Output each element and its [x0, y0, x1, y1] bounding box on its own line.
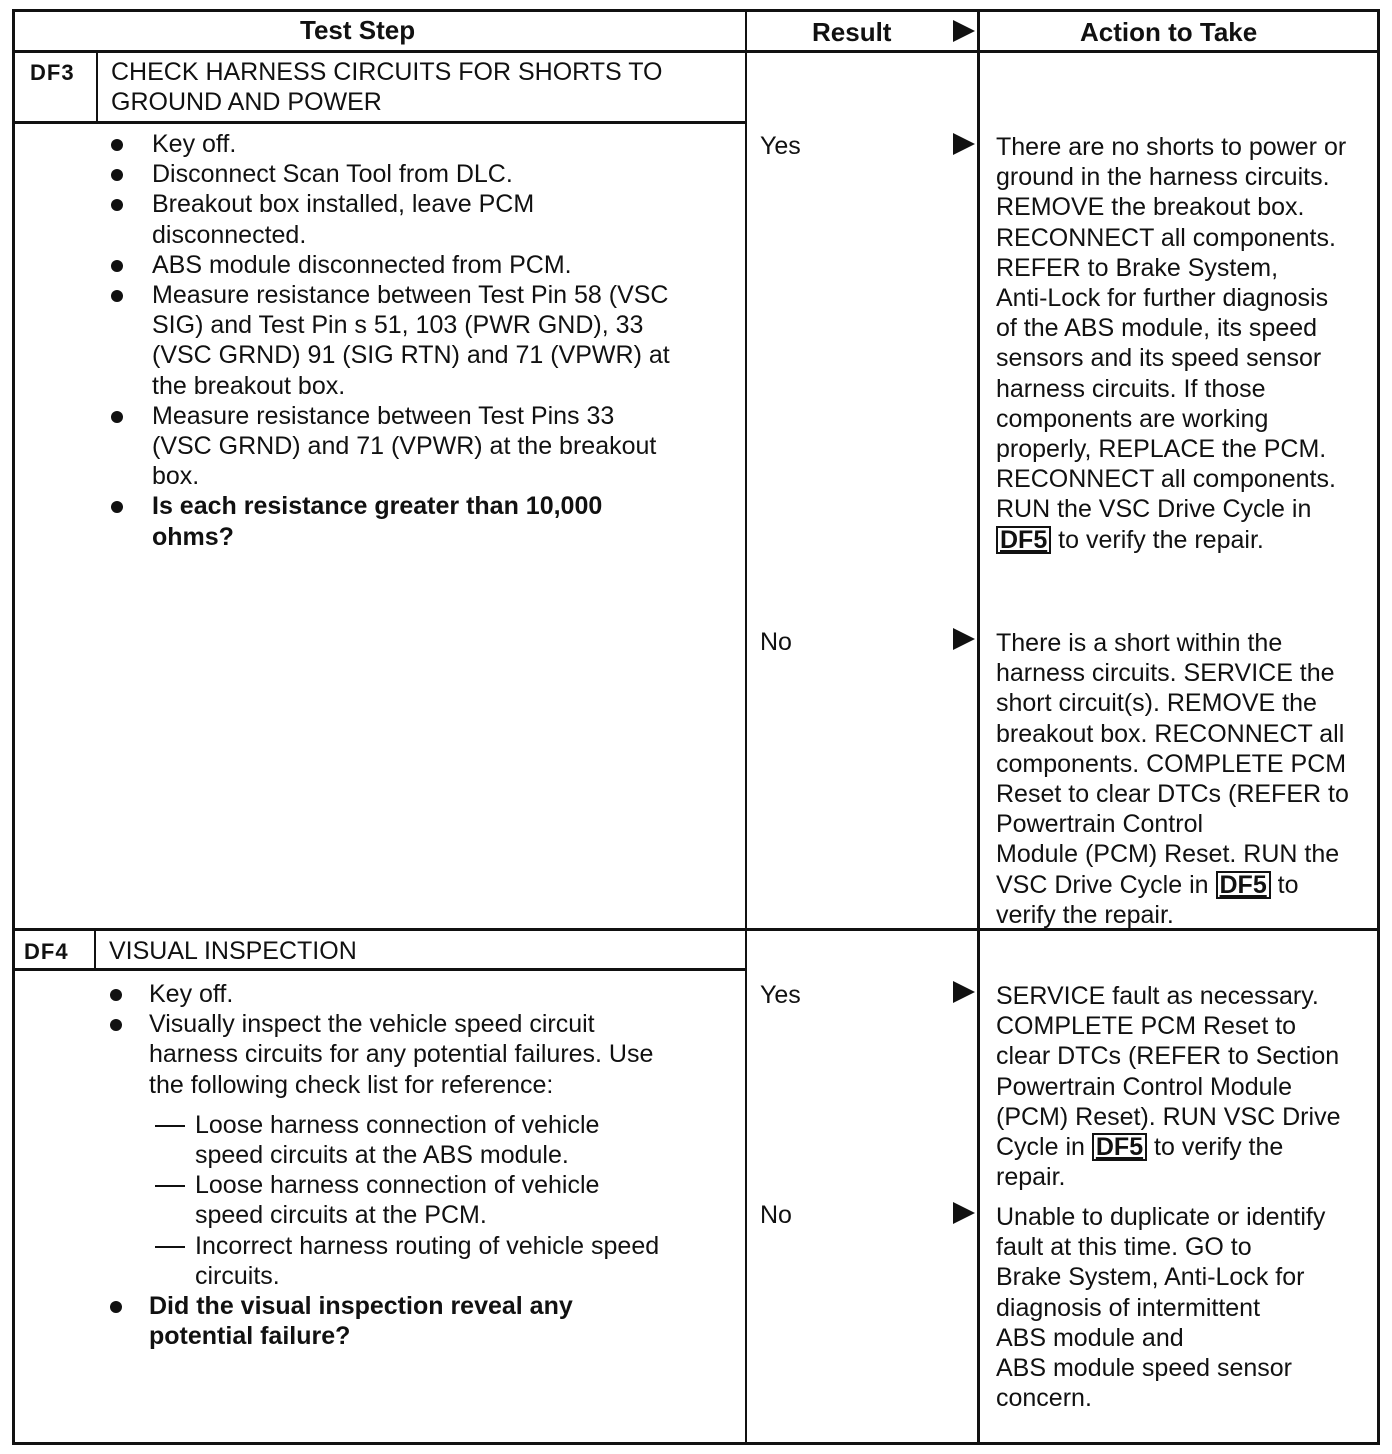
df3-step-item: Disconnect Scan Tool from DLC.	[152, 160, 513, 189]
df4-yes-action-ref-line	[996, 1132, 1340, 1162]
df4-step-item: Key off.	[149, 980, 234, 1008]
df4-yes-action-post: to verify the	[1147, 1133, 1284, 1162]
df4-steps	[149, 979, 659, 1351]
df5-reference-link[interactable]: DF5	[996, 526, 1051, 554]
df3-question-line: Is each resistance greater than 10,000	[152, 492, 603, 521]
df3-step-item: SIG) and Test Pin s 51, 103 (PWR GND), 33	[152, 311, 644, 340]
df4-no-action-line: ABS module and	[996, 1323, 1184, 1352]
df3-title-line2: GROUND AND POWER	[111, 88, 382, 117]
df3-no-action-line: Module (PCM) Reset. RUN the	[996, 840, 1340, 869]
df4-step-item: Visually inspect the vehicle speed circuit	[149, 1010, 595, 1039]
df4-no-action-line: concern.	[996, 1384, 1092, 1413]
df3-steps	[152, 129, 670, 552]
df4-step-item: harness circuits for any potential failures. Use	[149, 1040, 654, 1069]
df4-step-list	[149, 979, 659, 1100]
df4-checklist-item: speed circuits at the PCM.	[195, 1201, 487, 1230]
df3-no-action-line: Powertrain Control	[996, 810, 1204, 839]
df3-id-divider	[96, 50, 98, 123]
df3-yes-action-line: There are no shorts to power or	[996, 133, 1347, 161]
df4-no-label: No	[760, 1201, 792, 1229]
df3-step-id: DF3	[30, 60, 75, 85]
header-bottom-rule	[12, 50, 1380, 53]
df4-no-arrow-icon	[953, 1202, 975, 1224]
df3-yes-action-lines	[996, 132, 1346, 525]
bullet-icon	[111, 139, 123, 151]
df3-title	[111, 57, 662, 117]
df4-checklist-item: Incorrect harness routing of vehicle speed	[195, 1231, 660, 1260]
df4-yes-action-line: clear DTCs (REFER to Section	[996, 1042, 1340, 1071]
df5-reference-link[interactable]: DF5	[1216, 871, 1271, 899]
df3-step-item: (VSC GRND) 91 (SIG RTN) and 71 (VPWR) at	[152, 341, 670, 370]
df3-no-action-line: short circuit(s). REMOVE the	[996, 689, 1317, 718]
df3-yes-action-line: harness circuits. If those	[996, 374, 1266, 403]
bullet-icon	[110, 989, 122, 1001]
df4-yes-action-line: Powertrain Control Module	[996, 1072, 1292, 1101]
df4-no-action-line: Brake System, Anti-Lock for	[996, 1263, 1305, 1292]
df4-title-rule	[12, 968, 747, 971]
df4-question	[149, 1291, 659, 1351]
df3-step-item: Breakout box installed, leave PCM	[152, 190, 535, 219]
table-left-border	[12, 9, 15, 1445]
df3-step-item: Measure resistance between Test Pin 58 (VSC	[152, 281, 669, 310]
df3-no-action	[996, 628, 1349, 930]
df4-id-divider	[94, 930, 96, 970]
df3-step-item: Key off.	[152, 130, 237, 158]
df3-no-action-post: to	[1270, 870, 1299, 899]
df3-yes-action-last	[996, 525, 1346, 555]
bullet-icon	[111, 501, 123, 513]
bullet-icon	[111, 199, 123, 211]
df3-yes-action-line: sensors and its speed sensor	[996, 344, 1322, 373]
df3-yes-action-tail: to verify the repair.	[1051, 525, 1264, 554]
df4-question-line: Did the visual inspection reveal any	[149, 1292, 573, 1321]
df4-yes-action-line: (PCM) Reset). RUN VSC Drive	[996, 1102, 1341, 1131]
df3-no-action-ref-line	[996, 870, 1349, 900]
df3-no-action-line: harness circuits. SERVICE the	[996, 659, 1335, 688]
df3-yes-action-line: RUN the VSC Drive Cycle in	[996, 495, 1312, 524]
df3-question-line: ohms?	[152, 522, 234, 551]
table-bottom-border	[12, 1442, 1380, 1445]
df4-no-action-line: diagnosis of intermittent	[996, 1293, 1261, 1322]
df3-step-list	[152, 129, 670, 491]
bullet-icon	[111, 260, 123, 272]
dash-icon	[155, 1185, 185, 1187]
header-result: Result	[812, 17, 892, 47]
df4-yes-action-tail: repair.	[996, 1163, 1066, 1192]
df3-no-arrow-icon	[953, 628, 975, 650]
header-test-step: Test Step	[300, 15, 416, 45]
bullet-icon	[111, 290, 123, 302]
header-action: Action to Take	[1080, 17, 1258, 47]
df4-step-id: DF4	[24, 939, 69, 964]
df4-checklist	[149, 1110, 659, 1291]
df3-step-item: disconnected.	[152, 220, 307, 249]
df4-no-action-line: fault at this time. GO to	[996, 1233, 1252, 1262]
df3-yes-action-line: of the ABS module, its speed	[996, 314, 1318, 343]
df4-no-action-line: Unable to duplicate or identify	[996, 1203, 1326, 1231]
df4-no-action	[996, 1202, 1325, 1413]
df4-yes-action-lines	[996, 981, 1340, 1132]
df4-checklist-item: circuits.	[195, 1261, 280, 1290]
df4-yes-label: Yes	[760, 981, 801, 1009]
df4-yes-arrow-icon	[953, 981, 975, 1003]
df3-no-label: No	[760, 628, 792, 656]
df3-step-item: the breakout box.	[152, 371, 346, 400]
df5-reference-link[interactable]: DF5	[1092, 1133, 1147, 1161]
df3-step-item: (VSC GRND) and 71 (VPWR) at the breakout	[152, 432, 657, 461]
df4-no-action-lines	[996, 1202, 1325, 1413]
df3-no-action-tail: verify the repair.	[996, 900, 1174, 929]
df4-step-item: the following check list for reference:	[149, 1070, 554, 1099]
df3-yes-action-line: properly, REPLACE the PCM.	[996, 435, 1327, 464]
df3-yes-action-line: RECONNECT all components.	[996, 223, 1336, 252]
dash-icon	[155, 1246, 185, 1248]
df4-question-line: potential failure?	[149, 1322, 351, 1351]
df4-yes-action-pre: Cycle in	[996, 1133, 1092, 1162]
df3-no-action-pre: VSC Drive Cycle in	[996, 870, 1216, 899]
table-top-border	[12, 9, 1380, 12]
df3-no-action-line: breakout box. RECONNECT all	[996, 719, 1345, 748]
df4-yes-action-line: COMPLETE PCM Reset to	[996, 1012, 1297, 1041]
df3-yes-action-line: RECONNECT all components.	[996, 465, 1336, 494]
df3-yes-arrow-icon	[953, 133, 975, 155]
df3-no-action-lines	[996, 628, 1349, 870]
df3-title-rule	[12, 121, 747, 124]
table-right-border	[1377, 9, 1380, 1445]
df4-title: VISUAL INSPECTION	[109, 937, 357, 965]
df4-checklist-item: speed circuits at the ABS module.	[195, 1141, 569, 1170]
df4-checklist-item: Loose harness connection of vehicle	[195, 1171, 600, 1200]
df3-step-item: ABS module disconnected from PCM.	[152, 250, 572, 279]
df3-yes-label: Yes	[760, 132, 801, 160]
df3-no-action-line: Reset to clear DTCs (REFER to	[996, 780, 1349, 809]
df3-step-item: Measure resistance between Test Pins 33	[152, 401, 615, 430]
df4-yes-action-line: SERVICE fault as necessary.	[996, 982, 1319, 1010]
df3-yes-action-line: REFER to Brake System,	[996, 253, 1279, 282]
bullet-icon	[110, 1019, 122, 1031]
df3-yes-action-line: ground in the harness circuits.	[996, 163, 1330, 192]
bullet-icon	[110, 1301, 122, 1313]
col-divider-action	[977, 9, 980, 1445]
df4-yes-action	[996, 981, 1340, 1192]
df3-yes-action-line: Anti-Lock for further diagnosis	[996, 284, 1329, 313]
header-arrow-icon	[953, 20, 975, 42]
df3-title-line1: CHECK HARNESS CIRCUITS FOR SHORTS TO	[111, 58, 663, 86]
df4-checklist-item: Loose harness connection of vehicle	[195, 1110, 600, 1139]
dash-icon	[155, 1125, 185, 1127]
df3-step-item: box.	[152, 462, 200, 491]
df4-no-action-line: ABS module speed sensor	[996, 1354, 1293, 1383]
df3-yes-action	[996, 132, 1346, 555]
col-divider-result	[745, 9, 747, 1445]
df3-yes-action-line: components are working	[996, 404, 1269, 433]
bullet-icon	[111, 411, 123, 423]
df3-no-action-line: There is a short within the	[996, 629, 1283, 657]
df3-yes-action-line: REMOVE the breakout box.	[996, 193, 1305, 222]
df3-question	[152, 491, 670, 551]
bullet-icon	[111, 169, 123, 181]
df3-no-action-line: components. COMPLETE PCM	[996, 749, 1347, 778]
